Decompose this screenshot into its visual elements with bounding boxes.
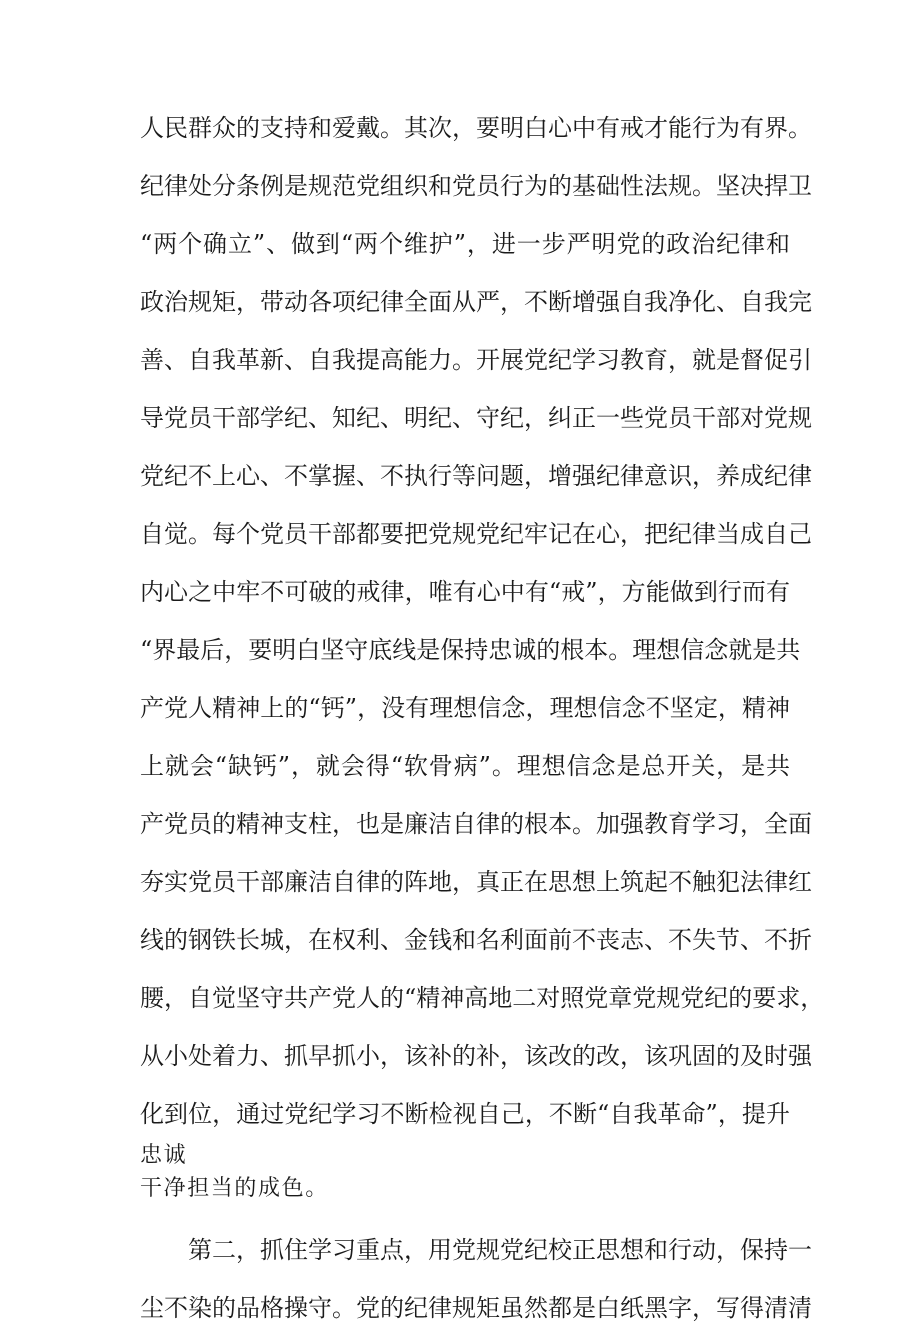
body-text-line: “界最后，要明白坚守底线是保持忠诚的根本。理想信念就是共 xyxy=(140,636,801,664)
body-text-line: 腰，自觉坚守共产党人的“精神高地二对照党章党规党纪的要求， xyxy=(140,984,825,1012)
body-text-line: 线的钢铁长城，在权利、金钱和名利面前不丧志、不失节、不折 xyxy=(140,926,812,954)
body-text-line: 政治规矩，带动各项纪律全面从严，不断增强自我净化、自我完 xyxy=(140,288,812,316)
body-text-line: 人民群众的支持和爱戴。其次，要明白心中有戒才能行为有界。 xyxy=(140,114,812,142)
body-text-line: 夯实党员干部廉洁自律的阵地，真正在思想上筑起不触犯法律红 xyxy=(140,868,812,896)
body-text-line: 产党人精神上的“钙”，没有理想信念，理想信念不坚定，精神 xyxy=(140,694,790,722)
body-text-line: 从小处着力、抓早抓小，该补的补，该改的改，该巩固的及时强 xyxy=(140,1042,812,1070)
body-text-line: 化到位，通过党纪学习不断检视自己，不断“自我革命”，提升 xyxy=(140,1100,790,1128)
body-text-line: 自觉。每个党员干部都要把党规党纪牢记在心，把纪律当成自己 xyxy=(140,520,812,548)
body-text-line: 上就会“缺钙”，就会得“软骨病”。理想信念是总开关，是共 xyxy=(140,752,790,780)
body-text-line: 纪律处分条例是规范党组织和党员行为的基础性法规。坚决捍卫 xyxy=(140,172,812,200)
body-text-line: 党纪不上心、不掌握、不执行等问题，增强纪律意识，养成纪律 xyxy=(140,462,812,490)
body-text-line: 善、自我革新、自我提高能力。开展党纪学习教育，就是督促引 xyxy=(140,346,812,374)
body-text-line: 忠诚 xyxy=(140,1143,188,1168)
body-text-line: 干净担当的成色。 xyxy=(140,1176,329,1201)
body-text-line: “两个确立”、做到“两个维护”，进一步严明党的政治纪律和 xyxy=(140,230,790,258)
body-text-line: 尘不染的品格操守。党的纪律规矩虽然都是白纸黑字，写得清清 xyxy=(140,1294,812,1322)
body-text-line: 导党员干部学纪、知纪、明纪、守纪，纠正一些党员干部对党规 xyxy=(140,404,812,432)
paragraph-first-line: 第二，抓住学习重点，用党规党纪校正思想和行动，保持一 xyxy=(188,1236,812,1264)
body-text-line: 内心之中牢不可破的戒律，唯有心中有“戒”，方能做到行而有 xyxy=(140,578,790,606)
body-text-line: 产党员的精神支柱，也是廉洁自律的根本。加强教育学习，全面 xyxy=(140,810,812,838)
